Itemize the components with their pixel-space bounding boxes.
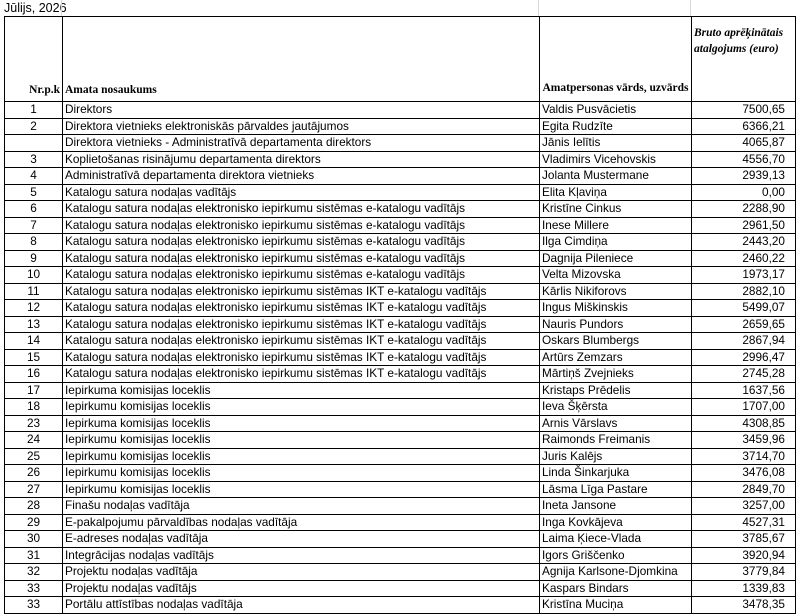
cell-position[interactable]: Integrācijas nodaļas vadītājs: [63, 547, 540, 564]
table-row: [5, 300, 796, 317]
table-row: [5, 547, 796, 564]
header-nr[interactable]: Nr.p.k: [5, 17, 63, 102]
cell-name[interactable]: Agnija Karlsone-Djomkina: [540, 564, 692, 581]
cell-salary[interactable]: 6366,21: [692, 118, 796, 135]
cell-position[interactable]: Iepirkuma komisijas loceklis: [63, 382, 540, 399]
cell-position[interactable]: Projektu nodaļas vadītāja: [63, 564, 540, 581]
cell-salary[interactable]: 2867,94: [692, 333, 796, 350]
cell-salary[interactable]: 1339,83: [692, 580, 796, 597]
cell-position[interactable]: Iepirkumu komisijas loceklis: [63, 432, 540, 449]
cell-nr[interactable]: 29: [5, 514, 63, 531]
cell-name[interactable]: Jolanta Mustermane: [540, 168, 692, 185]
cell-position[interactable]: Projektu nodaļas vadītājs: [63, 580, 540, 597]
table-row: [5, 399, 796, 416]
cell-salary[interactable]: 4308,85: [692, 415, 796, 432]
table-row: [5, 118, 796, 135]
cell-salary[interactable]: 2882,10: [692, 283, 796, 300]
table-row: [5, 366, 796, 383]
cell-name[interactable]: Vladimirs Vicehovskis: [540, 151, 692, 168]
cell-salary[interactable]: 3459,96: [692, 432, 796, 449]
cell-position[interactable]: Administratīvā departamenta direktora vietnieks: [63, 168, 540, 185]
cell-position[interactable]: Direktora vietnieks - Administratīvā departamenta direktors: [63, 135, 540, 152]
cell-name[interactable]: Nauris Pundors: [540, 316, 692, 333]
cell-salary[interactable]: 3476,08: [692, 465, 796, 482]
cell-nr[interactable]: 30: [5, 531, 63, 548]
cell-nr[interactable]: 12: [5, 300, 63, 317]
cell-position[interactable]: Katalogu satura nodaļas elektronisko iepirkumu sistēmas e-katalogu vadītājs: [63, 217, 540, 234]
cell-nr[interactable]: 31: [5, 547, 63, 564]
cell-nr[interactable]: 14: [5, 333, 63, 350]
cell-name[interactable]: Kārlis Nikiforovs: [540, 283, 692, 300]
cell-name[interactable]: Lāsma Līga Pastare: [540, 481, 692, 498]
cell-nr[interactable]: 2: [5, 118, 63, 135]
cell-salary[interactable]: 7500,65: [692, 102, 796, 119]
table-row: [5, 267, 796, 284]
cell-position[interactable]: Iepirkumu komisijas loceklis: [63, 448, 540, 465]
cell-name[interactable]: Jānis Ielītis: [540, 135, 692, 152]
cell-name[interactable]: Elita Kļaviņa: [540, 184, 692, 201]
cell-name[interactable]: Inese Millere: [540, 217, 692, 234]
cell-nr[interactable]: 28: [5, 498, 63, 515]
table-row: [5, 250, 796, 267]
cell-position[interactable]: Direktors: [63, 102, 540, 119]
cell-nr[interactable]: 5: [5, 184, 63, 201]
cell-name[interactable]: Ieva Šķērsta: [540, 399, 692, 416]
cell-nr[interactable]: 26: [5, 465, 63, 482]
cell-nr[interactable]: 33: [5, 580, 63, 597]
table-row: [5, 415, 796, 432]
gridline: [0, 0, 691, 16]
cell-nr[interactable]: 6: [5, 201, 63, 218]
cell-name[interactable]: Artūrs Zemzars: [540, 349, 692, 366]
cell-salary[interactable]: 4556,70: [692, 151, 796, 168]
table-row: [5, 316, 796, 333]
cell-nr[interactable]: 23: [5, 415, 63, 432]
cell-position[interactable]: Direktora vietnieks elektroniskās pārvaldes jautājumos: [63, 118, 540, 135]
cell-salary[interactable]: 4065,87: [692, 135, 796, 152]
cell-salary[interactable]: 2745,28: [692, 366, 796, 383]
cell-name[interactable]: Inga Kovkājeva: [540, 514, 692, 531]
cell-salary[interactable]: 1637,56: [692, 382, 796, 399]
cell-name[interactable]: Ilga Cimdiņa: [540, 234, 692, 251]
cell-nr[interactable]: 1: [5, 102, 63, 119]
header-position[interactable]: Amata nosaukums: [63, 17, 540, 102]
cell-name[interactable]: Laima Ķiece-Vlada: [540, 531, 692, 548]
cell-name[interactable]: Juris Kalējs: [540, 448, 692, 465]
cell-name[interactable]: Ingus Miškinskis: [540, 300, 692, 317]
cell-nr[interactable]: 18: [5, 399, 63, 416]
table-row: [5, 481, 796, 498]
table-row: [5, 184, 796, 201]
cell-name[interactable]: Kristīne Cinkus: [540, 201, 692, 218]
cell-salary[interactable]: 2659,65: [692, 316, 796, 333]
table-row: [5, 448, 796, 465]
cell-name[interactable]: Arnis Vārslavs: [540, 415, 692, 432]
cell-salary[interactable]: 3257,00: [692, 498, 796, 515]
cell-nr[interactable]: 32: [5, 564, 63, 581]
table-row: [5, 580, 796, 597]
header-row: [5, 17, 796, 102]
cell-salary[interactable]: 3779,84: [692, 564, 796, 581]
table-row: [5, 102, 796, 119]
cell-salary[interactable]: 2288,90: [692, 201, 796, 218]
table-body: [5, 102, 796, 614]
cell-salary[interactable]: 4527,31: [692, 514, 796, 531]
cell-name[interactable]: Kristaps Prēdelis: [540, 382, 692, 399]
table-row: [5, 234, 796, 251]
sheet-title-row: [0, 0, 800, 16]
cell-nr[interactable]: 4: [5, 168, 63, 185]
cell-nr[interactable]: 16: [5, 366, 63, 383]
cell-salary[interactable]: 2443,20: [692, 234, 796, 251]
cell-nr[interactable]: 24: [5, 432, 63, 449]
cell-salary[interactable]: 1973,17: [692, 267, 796, 284]
cell-nr[interactable]: 9: [5, 250, 63, 267]
cell-position[interactable]: Katalogu satura nodaļas elektronisko iepirkumu sistēmas IKT e-katalogu vadītājs: [63, 300, 540, 317]
cell-name[interactable]: Dagnija Pileniece: [540, 250, 692, 267]
table-row: [5, 465, 796, 482]
cell-nr[interactable]: 7: [5, 217, 63, 234]
table-row: [5, 283, 796, 300]
cell-position[interactable]: E-pakalpojumu pārvaldības nodaļas vadītāja: [63, 514, 540, 531]
cell-salary[interactable]: 2849,70: [692, 481, 796, 498]
cell-salary[interactable]: 1707,00: [692, 399, 796, 416]
cell-nr[interactable]: 3: [5, 151, 63, 168]
cell-position[interactable]: E-adreses nodaļas vadītāja: [63, 531, 540, 548]
header-salary[interactable]: Bruto aprēķinātais atalgojums (euro): [692, 17, 796, 102]
cell-salary[interactable]: 3478,35: [692, 597, 796, 614]
cell-nr[interactable]: 27: [5, 481, 63, 498]
cell-salary[interactable]: 3714,70: [692, 448, 796, 465]
cell-salary[interactable]: 5499,07: [692, 300, 796, 317]
cell-position[interactable]: Katalogu satura nodaļas elektronisko iepirkumu sistēmas IKT e-katalogu vadītājs: [63, 316, 540, 333]
cell-name[interactable]: Linda Šinkarjuka: [540, 465, 692, 482]
table-row: [5, 498, 796, 515]
cell-position[interactable]: Portālu attīstības nodaļas vadītāja: [63, 597, 540, 614]
cell-nr[interactable]: 17: [5, 382, 63, 399]
cell-name[interactable]: Kristīna Muciņa: [540, 597, 692, 614]
table-row: [5, 333, 796, 350]
table-row: [5, 531, 796, 548]
table-row: [5, 135, 796, 152]
cell-nr[interactable]: [5, 135, 63, 152]
cell-position[interactable]: Iepirkumu komisijas loceklis: [63, 481, 540, 498]
cell-position[interactable]: Katalogu satura nodaļas vadītājs: [63, 184, 540, 201]
salary-table: [4, 16, 796, 614]
cell-name[interactable]: Kaspars Bindars: [540, 580, 692, 597]
cell-salary[interactable]: 3920,94: [692, 547, 796, 564]
cell-salary[interactable]: 3785,67: [692, 531, 796, 548]
cell-name[interactable]: Egita Rudzīte: [540, 118, 692, 135]
cell-name[interactable]: Ineta Jansone: [540, 498, 692, 515]
cell-name[interactable]: Igors Griščenko: [540, 547, 692, 564]
cell-name[interactable]: Raimonds Freimanis: [540, 432, 692, 449]
cell-nr[interactable]: 33: [5, 597, 63, 614]
cell-nr[interactable]: 15: [5, 349, 63, 366]
table-row: [5, 349, 796, 366]
cell-position[interactable]: Iepirkumu komisijas loceklis: [63, 399, 540, 416]
cell-nr[interactable]: 13: [5, 316, 63, 333]
cell-position[interactable]: Katalogu satura nodaļas elektronisko iepirkumu sistēmas e-katalogu vadītājs: [63, 234, 540, 251]
table-row: [5, 201, 796, 218]
cell-salary[interactable]: 0,00: [692, 184, 796, 201]
cell-position[interactable]: Katalogu satura nodaļas elektronisko iepirkumu sistēmas e-katalogu vadītājs: [63, 267, 540, 284]
cell-position[interactable]: Katalogu satura nodaļas elektronisko iepirkumu sistēmas e-katalogu vadītājs: [63, 250, 540, 267]
cell-position[interactable]: Katalogu satura nodaļas elektronisko iepirkumu sistēmas IKT e-katalogu vadītājs: [63, 333, 540, 350]
table-row: [5, 168, 796, 185]
cell-salary[interactable]: 2996,47: [692, 349, 796, 366]
cell-name[interactable]: Mārtiņš Zvejnieks: [540, 366, 692, 383]
cell-position[interactable]: Katalogu satura nodaļas elektronisko iepirkumu sistēmas IKT e-katalogu vadītājs: [63, 349, 540, 366]
cell-position[interactable]: Katalogu satura nodaļas elektronisko iepirkumu sistēmas e-katalogu vadītājs: [63, 201, 540, 218]
table-row: [5, 514, 796, 531]
cell-position[interactable]: Katalogu satura nodaļas elektronisko iepirkumu sistēmas IKT e-katalogu vadītājs: [63, 283, 540, 300]
cell-position[interactable]: Iepirkumu komisijas loceklis: [63, 465, 540, 482]
cell-nr[interactable]: 25: [5, 448, 63, 465]
cell-position[interactable]: Iepirkuma komisijas loceklis: [63, 415, 540, 432]
table-row: [5, 382, 796, 399]
sheet-title[interactable]: Jūlijs, 2026: [4, 1, 67, 15]
cell-position[interactable]: Katalogu satura nodaļas elektronisko iepirkumu sistēmas IKT e-katalogu vadītājs: [63, 366, 540, 383]
table-row: [5, 597, 796, 614]
cell-position[interactable]: Finašu nodaļas vadītāja: [63, 498, 540, 515]
table-row: [5, 432, 796, 449]
table-row: [5, 217, 796, 234]
table-row: [5, 564, 796, 581]
cell-name[interactable]: Velta Mizovska: [540, 267, 692, 284]
cell-name[interactable]: Oskars Blumbergs: [540, 333, 692, 350]
cell-nr[interactable]: 10: [5, 267, 63, 284]
cell-position[interactable]: Koplietošanas risinājumu departamenta direktors: [63, 151, 540, 168]
cell-name[interactable]: Valdis Pusvācietis: [540, 102, 692, 119]
cell-salary[interactable]: 2460,22: [692, 250, 796, 267]
cell-nr[interactable]: 11: [5, 283, 63, 300]
cell-salary[interactable]: 2961,50: [692, 217, 796, 234]
header-name[interactable]: Amatpersonas vārds, uzvārds: [540, 17, 692, 102]
cell-salary[interactable]: 2939,13: [692, 168, 796, 185]
cell-nr[interactable]: 8: [5, 234, 63, 251]
table-row: [5, 151, 796, 168]
